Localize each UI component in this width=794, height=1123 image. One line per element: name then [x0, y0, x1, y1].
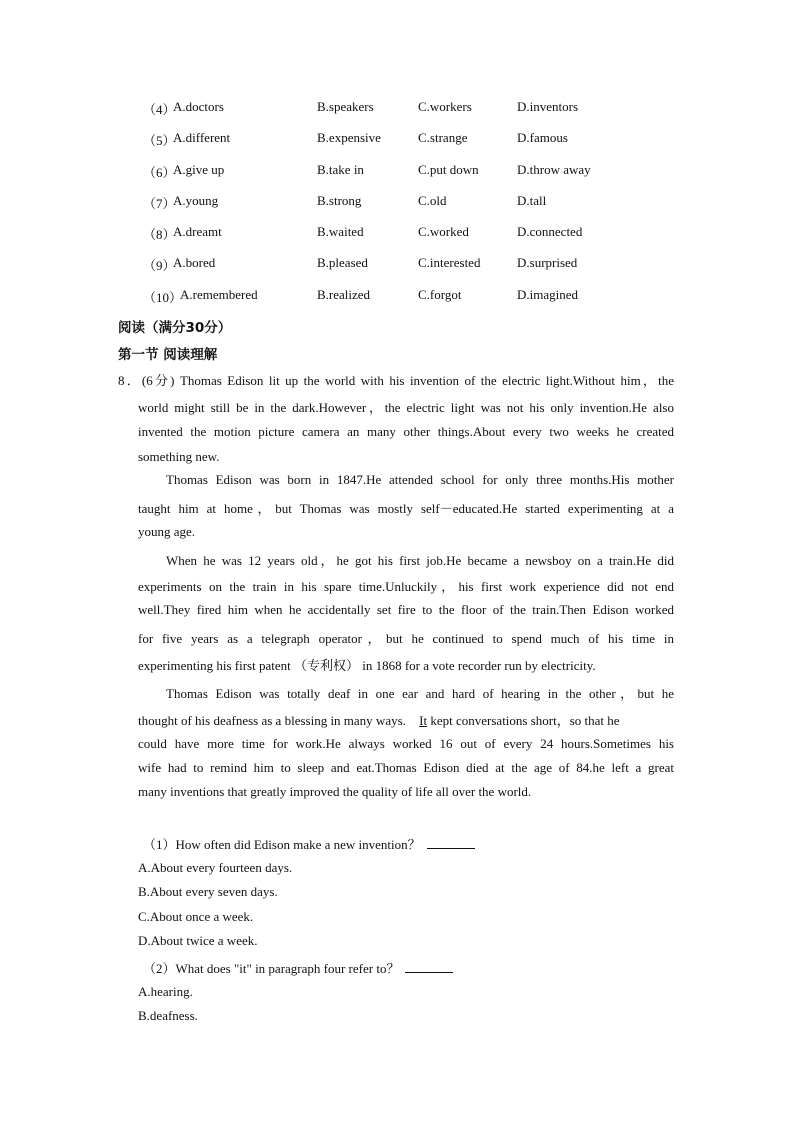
option-c: C.workers: [418, 99, 472, 114]
option-a: A.give up: [173, 162, 225, 177]
option-b: B.take in: [317, 162, 364, 177]
option-row-6: [0, 162, 794, 186]
passage-line: 8．(6分) Thomas Edison lit up the world with his invention of the electric light.Without him，the: [118, 373, 674, 388]
passage-line: taught him at home，but Thomas was mostly self－educated.He started experimenting at a: [138, 501, 674, 516]
option-a: A.different: [173, 130, 231, 145]
passage-line: experimenting his first patent （专利权） in 1868 for a vote recorder run by electricity.: [138, 658, 596, 673]
option-b: B.strong: [317, 193, 362, 208]
option-row-5: [0, 130, 794, 154]
option-row-4: [0, 99, 794, 123]
question-number: （5）: [143, 133, 176, 148]
option-a: A.bored: [173, 255, 216, 270]
passage-line: for five years as a telegraph operator，but he continued to spend much of his time in: [138, 631, 674, 646]
option-a: A.young: [173, 193, 219, 208]
passage-text: thought of his deafness as a blessing in many ways.: [138, 713, 406, 728]
answer-blank[interactable]: [405, 960, 453, 973]
choice: A.hearing.: [138, 984, 193, 999]
option-d: D.surprised: [517, 255, 578, 270]
option-a: A.doctors: [173, 99, 224, 114]
option-c: C.worked: [418, 224, 469, 239]
question-stem-text: （1）How often did Edison make a new invention？: [143, 837, 421, 852]
passage-line: something new.: [138, 449, 220, 464]
question-number: （10）: [143, 290, 183, 305]
choice: B.About every seven days.: [138, 884, 278, 899]
question-number: （9）: [143, 258, 176, 273]
option-c: C.strange: [418, 130, 468, 145]
passage-line: young age.: [138, 524, 196, 539]
option-b: B.pleased: [317, 255, 368, 270]
option-d: D.connected: [517, 224, 583, 239]
passage-line: could have more time for work.He always worked 16 out of every 24 hours.Sometimes his: [138, 736, 674, 751]
section-title: 阅读（满分30分）: [118, 320, 232, 336]
underlined-word-it: It: [419, 713, 428, 728]
option-b: B.waited: [317, 224, 364, 239]
option-d: D.imagined: [517, 287, 579, 302]
option-d: D.inventors: [517, 99, 579, 114]
passage-line: well.They fired him when he accidentally set fire to the floor of the train.Then Edison worked: [138, 602, 674, 617]
question-stem: [143, 958, 453, 977]
option-a: A.remembered: [180, 287, 258, 302]
option-d: D.tall: [517, 193, 547, 208]
question-number: （4）: [143, 102, 176, 117]
passage-line: invented the motion picture camera an many other things.About every two weeks he created: [138, 424, 674, 439]
option-b: B.speakers: [317, 99, 374, 114]
option-row-8: [0, 224, 794, 248]
option-d: D.famous: [517, 130, 568, 145]
question-stem: [143, 834, 475, 853]
choice: D.About twice a week.: [138, 933, 258, 948]
reading-passage: [118, 370, 674, 800]
option-row-7: [0, 193, 794, 217]
passage-line: Thomas Edison was totally deaf in one ear and hard of hearing in the other，but he: [166, 686, 674, 701]
choice: A.About every fourteen days.: [138, 860, 293, 875]
question-number: （6）: [143, 165, 176, 180]
passage-line: many inventions that greatly improved the quality of life all over the world.: [138, 784, 532, 799]
passage-line: [138, 710, 674, 732]
question-stem-text: （2）What does "it" in paragraph four refer to？: [143, 961, 400, 976]
option-d: D.throw away: [517, 162, 591, 177]
option-c: C.old: [418, 193, 447, 208]
option-c: C.interested: [418, 255, 481, 270]
option-row-10: [0, 287, 794, 311]
passage-line: Thomas Edison was born in 1847.He attended school for only three months.His mother: [166, 472, 674, 487]
answer-blank[interactable]: [427, 836, 475, 849]
option-row-9: [0, 255, 794, 279]
question-number: （7）: [143, 196, 176, 211]
passage-line: experiments on the train in his spare time.Unluckily，his first work experience did not end: [138, 579, 674, 594]
passage-line: When he was 12 years old，he got his first job.He became a newsboy on a train.He did: [166, 553, 674, 568]
option-c: C.put down: [418, 162, 479, 177]
passage-text: kept conversations short，so that he: [430, 713, 620, 728]
question-number: （8）: [143, 227, 176, 242]
option-b: B.realized: [317, 287, 371, 302]
passage-line: world might still be in the dark.However，the electric light was not his only invention.He also: [138, 400, 674, 415]
option-a: A.dreamt: [173, 224, 222, 239]
option-c: C.forgot: [418, 287, 462, 302]
choice: B.deafness.: [138, 1008, 198, 1023]
option-b: B.expensive: [317, 130, 381, 145]
passage-line: wife had to remind him to sleep and eat.Thomas Edison died at the age of 84.he left a great: [138, 760, 674, 775]
choice: C.About once a week.: [138, 909, 254, 924]
subsection-title: 第一节 阅读理解: [118, 347, 218, 363]
